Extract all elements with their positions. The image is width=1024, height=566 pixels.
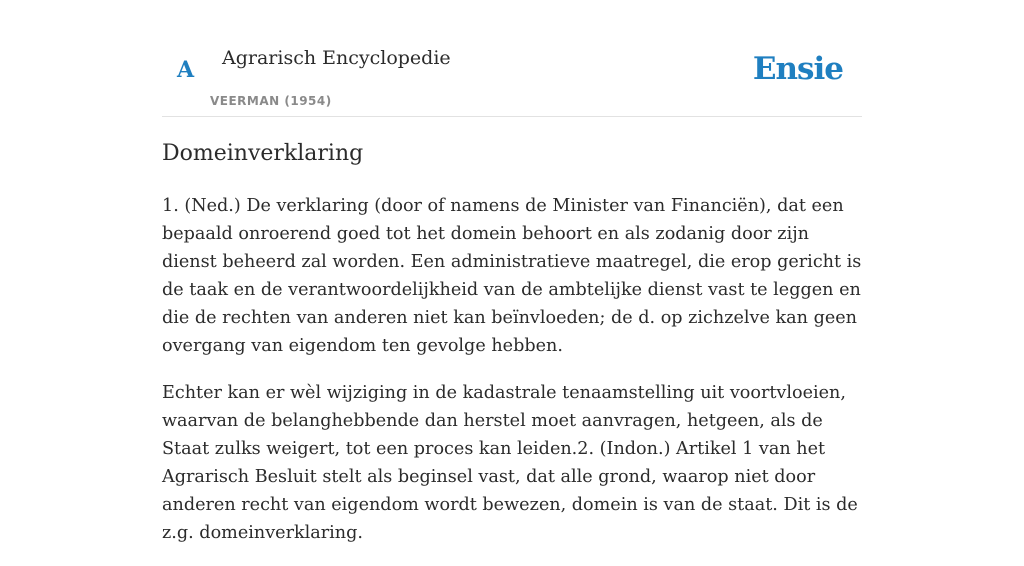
entry-body [162, 192, 862, 566]
entry-paragraph: Echter kan er wèl wijziging in de kadastrale tenaamstelling uit voortvloeien, waarvan de belanghebbende dan herstel moet aanvragen, hetgeen, als de Staat zulks weigert, tot een proces kan leiden.2. (Indon.) Artikel 1 van het Agrarisch Besluit stelt als beginsel vast, dat alle grond, waarop niet door anderen recht van eigendom wordt bewezen, domein is van de staat. Dit is de z.g. domeinverklaring. [162, 383, 858, 543]
encyclopedia-title-link[interactable]: Agrarisch Encyclopedie [222, 47, 451, 69]
entry-title: Domeinverklaring [162, 141, 364, 166]
author-label: VEERMAN (1954) [210, 94, 332, 108]
ensie-logo-link[interactable]: Ensie [752, 51, 843, 87]
entry-paragraph: 1. (Ned.) De verklaring (door of namens de Minister van Financiën), dat een bepaald onroerend goed tot het domein behoort en als zodanig door zijn dienst beheerd zal worden. Een administratieve maatregel, die erop gericht is de taak en de verantwoordelijkheid van de ambtelijke dienst vast te leggen en die de rechten van anderen niet kan beïnvloeden; de d. op zichzelve kan geen overgang van eigendom ten gevolge hebben. [162, 196, 862, 356]
encyclopedia-logo-icon[interactable]: A [177, 57, 195, 83]
page [162, 0, 862, 543]
header [162, 0, 862, 117]
